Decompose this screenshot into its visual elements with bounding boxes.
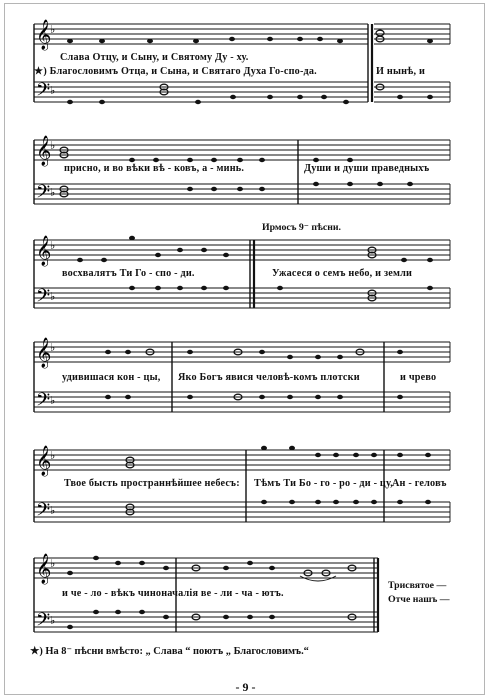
lyric-line-continuation: И нынѣ, и <box>376 66 426 77</box>
lyric-line-main: восхвалятъ Ти Го - спо - ди. <box>62 268 195 279</box>
svg-text:♭: ♭ <box>50 394 56 407</box>
lyric-line-next: Ужасеся о семъ небо, и земли <box>272 268 413 279</box>
footnote: ★) На 8⁻ пѣсни вмѣсто: „ Слава “ поютъ „ Благословимъ.“ <box>30 646 309 657</box>
svg-text:𝄢: 𝄢 <box>36 610 51 635</box>
lyric-line-bottom: ★) Благословимъ Отца, и Сына, и Святаго Духа Го-спо-да. <box>34 66 317 77</box>
svg-text:𝄞: 𝄞 <box>36 20 52 50</box>
svg-text:♭: ♭ <box>50 139 56 152</box>
svg-text:♭: ♭ <box>50 557 56 570</box>
svg-text:𝄢: 𝄢 <box>36 500 51 525</box>
lyric-line-top: Слава Отцу, и Сыну, и Святому Ду - ху. <box>60 52 249 63</box>
svg-text:𝄞: 𝄞 <box>36 338 52 368</box>
svg-text:♭: ♭ <box>50 449 56 462</box>
lyric-line-next: Яко Богъ явися человѣ-комъ плотски <box>178 372 360 383</box>
lyric-line-main: Твое бысть пространнѣйшее небесъ: <box>64 478 240 489</box>
svg-text:♭: ♭ <box>50 23 56 36</box>
music-system-6 <box>0 548 491 644</box>
svg-text:♭: ♭ <box>50 239 56 252</box>
lyric-line-end: Ан - геловъ <box>392 478 447 489</box>
lyric-line-end: и чрево <box>400 372 437 383</box>
svg-text:♭: ♭ <box>50 341 56 354</box>
svg-text:♭: ♭ <box>50 504 56 517</box>
music-system-4 <box>0 334 491 426</box>
lyric-line-main: удивишася кон - цы, <box>62 372 161 383</box>
lyric-line-next: Тѣмъ Ти Бо - го - ро - ди - цу, <box>254 478 394 489</box>
svg-text:♭: ♭ <box>50 290 56 303</box>
section-heading: Ирмосъ 9⁻ пѣсни. <box>262 222 342 233</box>
svg-text:𝄢: 𝄢 <box>36 286 51 311</box>
svg-text:𝄢: 𝄢 <box>36 80 51 105</box>
svg-text:♭: ♭ <box>50 614 56 627</box>
music-system-2 <box>0 134 491 214</box>
svg-text:♭: ♭ <box>50 186 56 199</box>
svg-text:𝄞: 𝄞 <box>36 554 52 584</box>
trisvyatoe-label: Трисвятое — <box>388 580 447 591</box>
music-system-3 <box>0 222 491 322</box>
music-system-5 <box>0 440 491 536</box>
music-notation <box>0 20 491 110</box>
svg-text:𝄢: 𝄢 <box>36 182 51 207</box>
page-number: - 9 - <box>235 680 256 694</box>
lyric-line-main: и че - ло - вѣкъ чиноначалія ве - ли - ча - ютъ. <box>62 588 284 599</box>
music-system-1 <box>0 20 491 110</box>
svg-text:𝄞: 𝄞 <box>36 136 52 166</box>
lyric-line-main: присно, и во вѣки вѣ - ковъ, а - минь. <box>64 163 245 174</box>
svg-text:♭: ♭ <box>50 84 56 97</box>
svg-text:𝄞: 𝄞 <box>36 236 52 266</box>
svg-text:𝄞: 𝄞 <box>36 446 52 476</box>
svg-text:𝄢: 𝄢 <box>36 390 51 415</box>
otche-nash-label: Отче нашъ — <box>388 594 450 605</box>
lyric-line-next: Души и души праведныхъ <box>304 163 430 174</box>
